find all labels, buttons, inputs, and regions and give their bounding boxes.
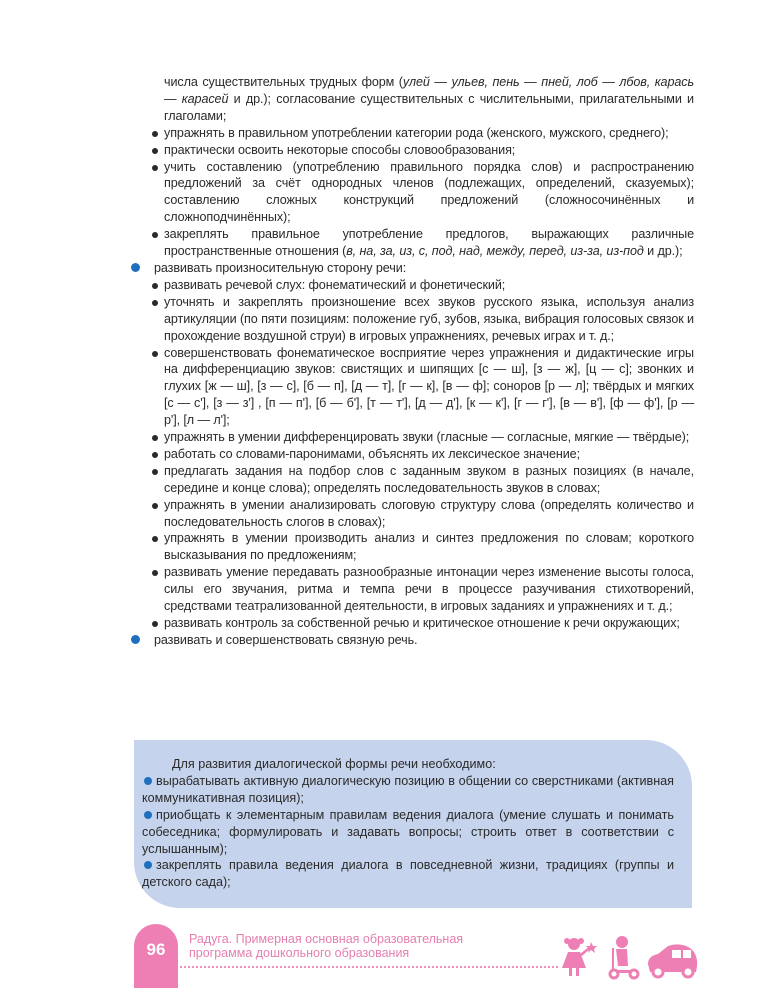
toy-car-icon	[648, 944, 697, 977]
footer-title-line: Радуга. Примерная основная образовательная	[189, 932, 464, 946]
sub-list-item: упражнять в умении дифференцировать звуки (гласные — согласные, мягкие — твёрдые);	[134, 429, 694, 446]
sub-list-item: практически освоить некоторые способы словообразования;	[134, 142, 694, 159]
dotted-divider	[180, 966, 558, 968]
continuation-paragraph	[134, 74, 694, 125]
footer-decoration	[560, 934, 700, 980]
italic-prepositions: в, на, за, из, с, под, над, между, перед, из-за, из-под	[346, 244, 644, 259]
sub-list-item: уточнять и закреплять произношение всех звуков русского языка, используя анализ артикуляции (по пяти позициям: положение губ, зубов, языка, вибрация голосовых связок и прохождение воздушной струи) в игровых упражнениях, речевых играх и т. д.;	[134, 294, 694, 345]
child-on-scooter-icon	[610, 936, 638, 978]
main-list-item: развивать произносительную сторону речи:	[134, 260, 694, 277]
footer-title-line: программа дошкольного образования	[189, 946, 410, 960]
sub-list-item: упражнять в правильном употреблении категории рода (женского, мужского, среднего);	[134, 125, 694, 142]
callout-list-item: вырабатывать активную диалогическую позицию в общении со сверстниками (активная коммуникативная позиция);	[142, 773, 674, 805]
sub-list-item: совершенствовать фонематическое восприятие через упражнения и дидактические игры на дифференциацию звуков: свистящих и шипящих [с — ш], [з — ж], [ц — с]; звонких и глухих [ж — ш], [з — с], [б — п], [д — т], [г — к], [в — ф]; соноров [р — л]; твёрдых и мягких [с — с'], [з — з'] , [п — п'], [б — б'], [т — т'], [д — д'], [к — к'], [г — г'], [в — в'], [ф — ф'], [р — р'], [л — л'];	[134, 345, 694, 430]
sub-list-item: развивать контроль за собственной речью и критическое отношение к речи окружающих;	[134, 615, 694, 632]
main-list-item: развивать и совершенствовать связную речь.	[134, 632, 694, 649]
text-fragment: закреплять правильное употребление предлогов, выражающих различные пространственные отношения (	[164, 227, 694, 259]
text-fragment: числа существительных трудных форм (	[164, 75, 403, 89]
text-fragment: и др.);	[643, 244, 683, 259]
sub-list-item: учить составлению (употреблению правильного порядка слов) и распространению предложений за счёт однородных членов (подлежащих, определений, сказуемых); составлению сложных конструкций предложений (сложносочинённых и сложноподчинённых);	[134, 159, 694, 227]
page-number: 96	[146, 940, 166, 959]
body-text	[134, 74, 694, 649]
italic-examples: улей — ульев, пень — пней, лоб — лбов, карась — карасей	[164, 75, 694, 106]
sub-list-item: упражнять в умении анализировать слоговую структуру слова (определять количество и последовательность слогов в словах);	[134, 497, 694, 531]
sub-list-item: развивать умение передавать разнообразные интонации через изменение высоты голоса, силы его звучания, ритма и темпа речи в процессе разучивания стихотворений, средствами театрализованной деятельности, в игровых заданиях и упражнениях и т. д.;	[134, 564, 694, 615]
text-fragment: и др.); согласование существительных с числительными, прилагательными и глаголами;	[164, 91, 694, 123]
callout-list-item: приобщать к элементарным правилам ведения диалога (умение слушать и понимать собеседника; формулировать и задавать вопросы; строить ответ в соответствии с услышанным);	[142, 807, 674, 856]
callout-list-item: закреплять правила ведения диалога в повседневной жизни, традициях (группы и детского сада);	[142, 858, 674, 890]
dialogue-callout-box	[134, 740, 692, 908]
sub-list-item: упражнять в умении производить анализ и синтез предложения по словам; короткого высказывания по предложениям;	[134, 530, 694, 564]
sub-list-item-prepositions	[134, 226, 694, 260]
sub-list-item: предлагать задания на подбор слов с заданным звуком в разных позициях (в начале, середине и конце слова); определять последовательность звуков в словах;	[134, 463, 694, 497]
girl-with-wand-icon	[562, 938, 597, 976]
running-footer-title	[189, 932, 463, 960]
sub-list-item: работать со словами-паронимами, объяснять их лексическое значение;	[134, 446, 694, 463]
sub-list-item: развивать речевой слух: фонематический и фонетический;	[134, 277, 694, 294]
callout-title: Для развития диалогической формы речи необходимо:	[172, 757, 496, 771]
